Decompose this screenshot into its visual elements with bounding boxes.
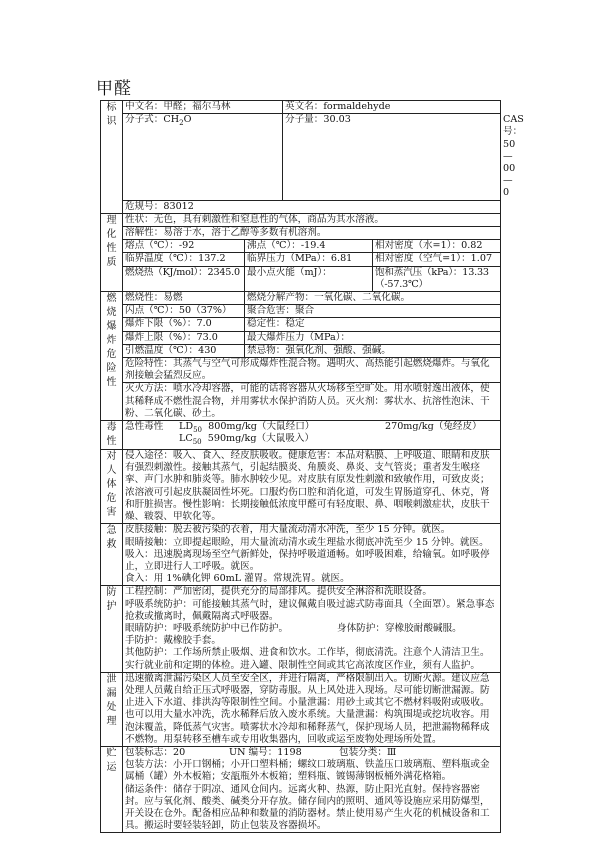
category-first-aid: 急救 xyxy=(101,524,123,586)
category-health: 对人体危害 xyxy=(101,450,123,524)
package-class: 包装分类：Ⅲ xyxy=(339,746,397,758)
polymerization-hazard: 聚合危害：聚合 xyxy=(245,305,501,318)
flash-point: 闪点（℃）：50（37%） xyxy=(123,305,245,318)
critical-pressure: 临界压力（MPa）：6.81 xyxy=(245,253,373,266)
melting-point: 熔点（℃）：-92 xyxy=(123,240,245,253)
decomposition-products: 燃烧分解产物：一氧化碳、二氧化碳。 xyxy=(245,292,501,305)
msds-table: 标识 中文名：甲醛；福尔马林 英文名：formaldehyde 分子式：$CH_2O$ 分子量：30.03 CAS 号：50—00—0 危规号：83012 理化性质 性状：无色，具有刺激性和窒息性的气体，商品为其水溶液。 溶解性：易溶于水，溶于乙醇等多数有机溶剂。 熔点（℃）：-92 沸点（℃）：-19.4 相对密度（水=1）：0.82 临界温度（℃）：137.2 临界压力（MPa）：6.81 相对密度（空气=1）：1.07 燃烧热（KJ/mol）：2345.0 最小点火能（mJ）： 饱和蒸汽压（kPa）：13.33（-57.3℃） 燃烧爆炸危险性 燃烧性：易燃 燃烧分解产物：一氧化碳、二氧化碳。 闪点（℃）：50（37%） 聚合危害：聚合 爆炸下限（%）：7.0 稳定性：稳定 爆炸上限（%）：73.0 最大爆炸压力（MPa）： 引燃温度（℃）：430 禁忌物：强氧化剂、强酸、强碱。 危险特性：其蒸气与空气可形成爆炸性混合物。遇明火、高热能引起燃烧爆炸。与氧化剂接触会猛烈反应。 灭火方法：喷水冷却容器，可能的话将容器从火场移至空旷处。用水喷射逸出液体，使其稀释成不燃性混合物，并用雾状水保护消防人员。灭火剂：雾状水、抗溶性泡沫、干粉、二氧化碳、砂土。 毒性 急性毒性 $LD_{50}$ 800mg/kg（大鼠经口） 270mg/kg（兔经皮） $LC_{50}$ 590mg/kg（大鼠吸入） 对人体危害 侵入途径：吸入、食入、经皮肤吸收。健康危害：本品对粘膜、上呼吸道、眼睛和皮肤有强烈刺激性。接触其蒸气，引起结膜炎、角膜炎、鼻炎、支气管炎；重者发生喉痉挛、声门水肿和肺炎等。肺水肿较少见。对皮肤有原发性刺激和致敏作用，可致皮炎；浓溶液可引起皮肤凝固性坏死。口服灼伤口腔和消化道，可发生胃肠道穿孔、休克，肾和肝脏损害。慢性影响：长期接触低浓度甲醛可有轻度眼、鼻、咽喉刺激症状，皮肤干燥、皲裂、甲软化等。 急救 皮肤接触：脱去被污染的衣着，用大量流动清水冲洗，至少 15 分钟。就医。 眼睛接触：立即提起眼睑，用大量流动清水或生理盐水彻底冲洗至少 15 分钟。就医。 吸入：迅速脱离现场至空气新鲜处，保持呼吸道通畅。如呼吸困难，给输氧。如呼吸停止，立即进行人工呼吸。就医。 食入：用 1%碘化钾 60mL 灌胃。常规洗胃。就医。 防护 工程控制：严加密闭，提供充分的局部排风。提供安全淋浴和洗眼设备。 呼吸系统防护：可能接触其蒸气时，建议佩戴自吸过滤式防毒面具（全面罩）。紧急事态抢救或撤离时，佩戴隔离式呼吸器。 眼睛防护：呼吸系统防护中已作防护。 身体防护：穿橡胶耐酸碱服。 手防护：戴橡胶手套。 其他防护：工作场所禁止吸烟、进食和饮水。工作毕，彻底清洗。注意个人清洁卫生。实行就业前和定期的体检。进入罐、限制性空间或其它高浓度区作业，须有人监护。 泄漏处理 迅速撤离泄漏污染区人员至安全区，并进行隔离，严格限制出入。切断火源。建议应急处理人员戴自给正压式呼吸器，穿防毒服。从上风处进入现场。尽可能切断泄漏源。防止进入下水道、排洪沟等限制性空间。小量泄漏：用砂土或其它不燃材料吸附或吸收。也可以用大量水冲洗，洗水稀释后放入废水系统。大量泄漏：构筑围堤或挖坑收容。用泡沫覆盖，降低蒸气灾害。喷雾状水冷却和稀释蒸气，保护现场人员，把泄漏物稀释成不燃物。用泵转移至槽车或专用收集器内，回收或运至废物处理场所处置。 贮运 包装标志：20 UN 编号：1198 包装分类：Ⅲ 包装方法：小开口钢桶；小开口塑料桶；螺纹口玻璃瓶、铁盖压口玻璃瓶、塑料瓶或金属桶（罐）外木板箱；安瓿瓶外木板箱；塑料瓶、镀锡薄钢板桶外满花格箱。 储运条件：储存于阴凉、通风仓间内。远离火种、热源，防止阳光直射。保持容器密封。应与氧化剂、酸类、碱类分开存放。储存间内的照明、通风等设施应采用防爆型，开关设在仓外。配备相应品种和数量的消防器材。禁止使用易产生火花的机械设备和工具。搬运时要轻装轻卸，防止包装及容器损坏。 xyxy=(100,100,501,833)
incompatible-materials: 禁忌物：强氧化剂、强酸、强碱。 xyxy=(245,344,501,357)
category-leak: 泄漏处理 xyxy=(101,672,123,746)
vapor-pressure: 饱和蒸汽压（kPa）：13.33（-57.3℃） xyxy=(373,266,501,291)
relative-density-water: 相对密度（水=1）：0.82 xyxy=(373,240,501,253)
solubility: 溶解性：易溶于水，溶于乙醇等多数有机溶剂。 xyxy=(123,227,501,240)
category-fire: 燃烧爆炸危险性 xyxy=(101,292,123,421)
storage-conditions: 储运条件：储存于阴凉、通风仓间内。远离火种、热源，防止阳光直射。保持容器密封。应与氧化剂、酸类、碱类分开存放。储存间内的照明、通风等设施应采用防爆型，开关设在仓外。配备相应品种和数量的消防器材。禁止使用易产生火花的机械设备和工具。搬运时要轻装轻卸，防止包装及容器损坏。 xyxy=(125,783,490,832)
extinguishing-method: 灭火方法：喷水冷却容器，可能的话将容器从火场移至空旷处。用水喷射逸出液体，使其稀释成不燃性混合物，并用雾状水保护消防人员。灭火剂：雾状水、抗溶性泡沫、干粉、二氧化碳、砂土。 xyxy=(123,383,501,421)
upper-explosion-limit: 爆炸上限（%）：73.0 xyxy=(123,331,245,344)
min-ignition-energy: 最小点火能（mJ）： xyxy=(245,266,373,291)
other-protection: 其他防护：工作场所禁止吸烟、进食和饮水。工作毕，彻底清洗。注意个人清洁卫生。实行就业前和定期的体检。进入罐、限制性空间或其它高浓度区作业，须有人监护。 xyxy=(125,647,490,671)
en-name: 英文名：formaldehyde xyxy=(283,101,501,114)
boiling-point: 沸点（℃）：-19.4 xyxy=(245,240,373,253)
molecular-weight: 分子量：30.03 xyxy=(283,114,501,200)
appearance: 性状：无色，具有刺激性和窒息性的气体，商品为其水溶液。 xyxy=(123,213,501,226)
first-aid-measures xyxy=(123,524,501,586)
flammability: 燃烧性：易燃 xyxy=(123,292,245,305)
first-aid-skin: 皮肤接触：脱去被污染的衣着，用大量流动清水冲洗，至少 15 分钟。就医。 xyxy=(125,524,451,536)
stability: 稳定性：稳定 xyxy=(245,318,501,331)
storage-transport xyxy=(123,746,501,832)
engineering-control: 工程控制：严加密闭，提供充分的局部排风。提供安全淋浴和洗眼设备。 xyxy=(125,586,432,598)
package-method: 包装方法：小开口钢桶；小开口塑料桶；螺纹口玻璃瓶、铁盖压口玻璃瓶、塑料瓶或金属桶（罐）外木板箱；安瓿瓶外木板箱；塑料瓶、镀锡薄钢板桶外满花格箱。 xyxy=(125,759,490,783)
acute-toxicity: 急性毒性 $LD_{50}$ 800mg/kg（大鼠经口） 270mg/kg（兔经皮） $LC_{50}$ 590mg/kg（大鼠吸入） xyxy=(123,421,501,450)
first-aid-inhalation: 吸入：迅速脱离现场至空气新鲜处，保持呼吸道通畅。如呼吸困难，给输氧。如呼吸停止，立即进行人工呼吸。就医。 xyxy=(125,548,490,572)
combustion-heat: 燃烧热（KJ/mol）：2345.0 xyxy=(123,266,245,291)
health-hazards: 侵入途径：吸入、食入、经皮肤吸收。健康危害：本品对粘膜、上呼吸道、眼睛和皮肤有强烈刺激性。接触其蒸气，引起结膜炎、角膜炎、鼻炎、支气管炎；重者发生喉痉挛、声门水肿和肺炎等。肺水肿较少见。对皮肤有原发性刺激和致敏作用，可致皮炎；浓溶液可引起皮肤凝固性坏死。口服灼伤口腔和消化道，可发生胃肠道穿孔、休克，肾和肝脏损害。慢性影响：长期接触低浓度甲醛可有轻度眼、鼻、咽喉刺激症状，皮肤干燥、皲裂、甲软化等。 xyxy=(123,450,501,524)
category-physchem: 理化性质 xyxy=(101,213,123,291)
un-number: UN 编号：1198 xyxy=(229,746,302,758)
eye-protection: 眼睛防护：呼吸系统防护中已作防护。 xyxy=(125,622,289,634)
autoignition-temperature: 引燃温度（℃）：430 xyxy=(123,344,245,357)
category-identification: 标识 xyxy=(101,101,123,214)
max-explosion-pressure: 最大爆炸压力（MPa）： xyxy=(245,331,501,344)
first-aid-eye: 眼睛接触：立即提起眼睑，用大量流动清水或生理盐水彻底冲洗至少 15 分钟。就医。 xyxy=(125,536,489,548)
lower-explosion-limit: 爆炸下限（%）：7.0 xyxy=(123,318,245,331)
category-protection: 防护 xyxy=(101,586,123,672)
first-aid-ingestion: 食入：用 1%碘化钾 60mL 灌胃。常规洗胃。就医。 xyxy=(125,573,350,585)
hazard-characteristics: 危险特性：其蒸气与空气可形成爆炸性混合物。遇明火、高热能引起燃烧爆炸。与氧化剂接触会猛烈反应。 xyxy=(123,358,501,383)
body-protection: 身体防护：穿橡胶耐酸碱服。 xyxy=(337,622,462,634)
respiratory-protection: 呼吸系统防护：可能接触其蒸气时，建议佩戴自吸过滤式防毒面具（全面罩）。紧急事态抢救或撤离时，佩戴隔离式呼吸器。 xyxy=(125,598,495,622)
leak-handling: 迅速撤离泄漏污染区人员至安全区，并进行隔离，严格限制出入。切断火源。建议应急处理人员戴自给正压式呼吸器，穿防毒服。从上风处进入现场。尽可能切断泄漏源。防止进入下水道、排洪沟等限制性空间。小量泄漏：用砂土或其它不燃材料吸附或吸收。也可以用大量水冲洗，洗水稀释后放入废水系统。大量泄漏：构筑围堤或挖坑收容。用泡沫覆盖，降低蒸气灾害。喷雾状水冷却和稀释蒸气，保护现场人员，把泄漏物稀释成不燃物。用泵转移至槽车或专用收集器内，回收或运至废物处理场所处置。 xyxy=(123,672,501,746)
hand-protection: 手防护：戴橡胶手套。 xyxy=(125,635,221,647)
formula: 分子式：$CH_2O$ xyxy=(123,114,283,200)
hazard-number: 危规号：83012 xyxy=(123,200,501,213)
page-title: 甲醛 xyxy=(96,79,132,99)
protection-measures xyxy=(123,586,501,672)
cn-name: 中文名：甲醛；福尔马林 xyxy=(123,101,283,114)
relative-density-air: 相对密度（空气=1）：1.07 xyxy=(373,253,501,266)
category-toxicity: 毒性 xyxy=(101,421,123,450)
package-mark: 包装标志：20 xyxy=(125,746,186,758)
critical-temperature: 临界温度（℃）：137.2 xyxy=(123,253,245,266)
category-storage: 贮运 xyxy=(101,746,123,832)
